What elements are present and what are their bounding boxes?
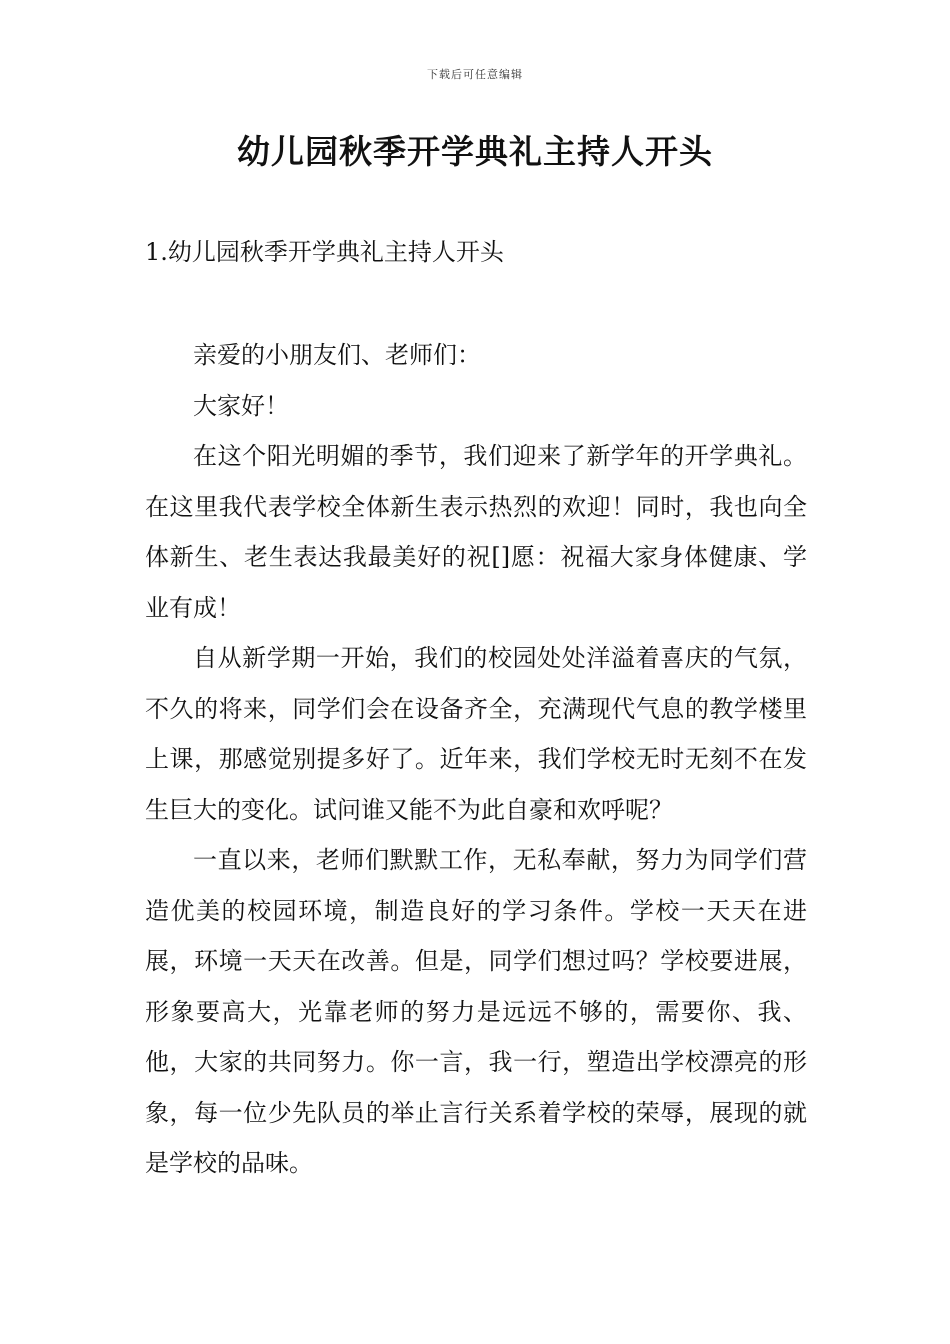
paragraph-welcome: 在这个阳光明媚的季节，我们迎来了新学年的开学典礼。在这里我代表学校全体新生表示热烈的欢迎！同时，我也向全体新生、老生表达我最美好的祝[]愿：祝福大家身体健康、学业有成！	[145, 442, 807, 622]
body-text	[145, 330, 807, 1189]
header-note: 下载后可任意编辑	[427, 68, 523, 81]
paragraph-hello: 大家好！	[193, 391, 289, 420]
section-heading: 1.幼儿园秋季开学典礼主持人开头	[145, 238, 504, 266]
paragraph-campus: 自从新学期一开始，我们的校园处处洋溢着喜庆的气氛，不久的将来，同学们会在设备齐全，充满现代气息的教学楼里上课，那感觉别提多好了。近年来，我们学校无时无刻不在发生巨大的变化。试问谁又能不为此自豪和欢呼呢？	[145, 644, 807, 824]
paragraph-teachers: 一直以来，老师们默默工作，无私奉献，努力为同学们营造优美的校园环境，制造良好的学习条件。学校一天天在进展，环境一天天在改善。但是，同学们想过吗？学校要进展，形象要高大，光靠老师的努力是远远不够的，需要你、我、他，大家的共同努力。你一言，我一行，塑造出学校漂亮的形象，每一位少先队员的举止言行关系着学校的荣辱，展现的就是学校的品味。	[145, 846, 807, 1177]
paragraph-greeting: 亲爱的小朋友们、老师们：	[193, 341, 481, 369]
document-title: 幼儿园秋季开学典礼主持人开头	[237, 132, 713, 171]
